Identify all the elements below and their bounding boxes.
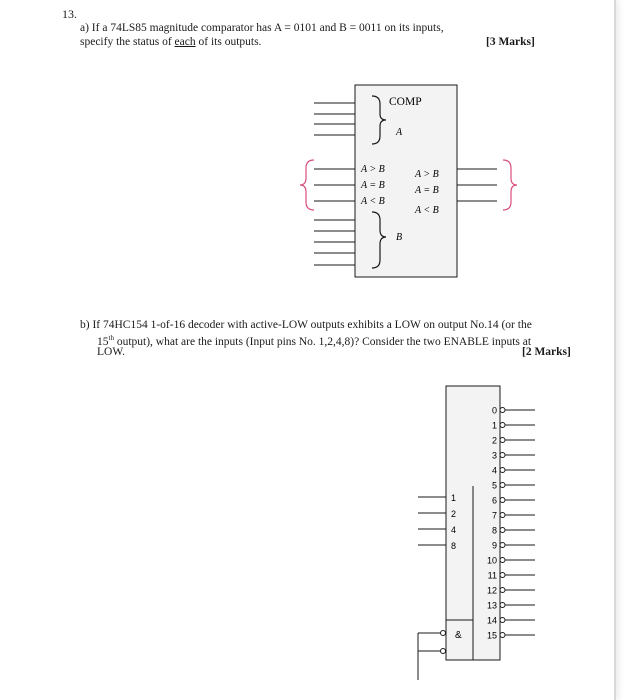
output-gt: A > B bbox=[415, 169, 439, 180]
decoder-input-label: 2 bbox=[451, 509, 457, 519]
decoder-output-label: 9 bbox=[491, 540, 497, 551]
decoder-output-label: 7 bbox=[491, 510, 497, 521]
active-low-bubble bbox=[500, 543, 505, 548]
part-a-line-2: specify the status of each of its outputs. bbox=[80, 36, 262, 48]
output-lines bbox=[457, 169, 497, 201]
active-low-bubble bbox=[500, 483, 505, 488]
enable-symbol: & bbox=[455, 630, 462, 641]
cascade-input-lines bbox=[314, 169, 355, 201]
right-bracket bbox=[503, 160, 517, 210]
left-bracket bbox=[300, 160, 314, 210]
decoder-output-label: 1 bbox=[491, 420, 497, 431]
decoder-input-label: 1 bbox=[451, 493, 457, 503]
decoder-output-label: 5 bbox=[491, 480, 497, 491]
active-low-bubble bbox=[500, 498, 505, 503]
active-low-bubble bbox=[500, 453, 505, 458]
decoder-output-label: 15 bbox=[486, 630, 497, 641]
active-low-bubble bbox=[500, 528, 505, 533]
underlined-word: each bbox=[174, 36, 196, 48]
decoder-output-label: 8 bbox=[491, 525, 497, 536]
cascade-in-gt: A > B bbox=[361, 164, 385, 175]
comparator-diagram bbox=[0, 0, 624, 300]
decoder-output-pin bbox=[487, 616, 535, 626]
active-low-bubble bbox=[500, 573, 505, 578]
active-low-bubble bbox=[500, 438, 505, 443]
decoder-output-label: 6 bbox=[491, 495, 497, 506]
enable-lines bbox=[418, 631, 446, 681]
active-low-bubble bbox=[500, 558, 505, 563]
part-b-line-1: b) If 74HC154 1-of-16 decoder with active-LOW outputs exhibits a LOW on output No.14 (or the bbox=[80, 319, 532, 331]
active-low-bubble bbox=[500, 423, 505, 428]
input-a-label: A bbox=[396, 127, 403, 138]
decoder-output-label: 0 bbox=[491, 405, 497, 416]
active-low-bubble bbox=[500, 468, 505, 473]
decoder-diagram bbox=[0, 380, 624, 700]
input-a-lines bbox=[314, 103, 355, 135]
input-b-label: B bbox=[396, 232, 403, 243]
decoder-output-pin bbox=[487, 556, 535, 566]
decoder-output-pin bbox=[487, 601, 535, 611]
active-low-bubble bbox=[500, 618, 505, 623]
decoder-output-label: 4 bbox=[491, 465, 497, 476]
decoder-output-label: 13 bbox=[486, 600, 497, 611]
part-a-marks: [3 Marks] bbox=[486, 36, 535, 48]
part-b-marks: [2 Marks] bbox=[522, 346, 571, 358]
active-low-bubble bbox=[500, 633, 505, 638]
part-b-line-2: 15th output), what are the inputs (Input pins No. 1,2,4,8)? Consider the two ENABLE inputs at bbox=[97, 334, 532, 348]
decoder-output-label: 12 bbox=[486, 585, 497, 596]
comparator-title: COMP bbox=[389, 96, 422, 108]
part-a-line-1: a) If a 74LS85 magnitude comparator has A = 0101 and B = 0011 on its inputs, bbox=[80, 22, 444, 34]
decoder-output-label: 14 bbox=[486, 615, 497, 626]
output-eq: A = B bbox=[415, 185, 439, 196]
part-b-line-3: LOW. bbox=[97, 346, 126, 358]
decoder-output-pin bbox=[488, 571, 535, 581]
active-low-bubble bbox=[500, 408, 505, 413]
active-low-bubble bbox=[500, 588, 505, 593]
decoder-output-label: 11 bbox=[487, 570, 497, 581]
decoder-input-label: 8 bbox=[451, 541, 457, 551]
decoder-input-lines bbox=[418, 497, 446, 545]
active-low-bubble bbox=[500, 603, 505, 608]
question-number: 13. bbox=[62, 7, 77, 21]
decoder-input-label: 4 bbox=[451, 525, 457, 535]
decoder-output-pin bbox=[487, 631, 535, 641]
input-b-lines bbox=[314, 220, 355, 265]
output-lt: A < B bbox=[415, 205, 439, 216]
cascade-in-eq: A = B bbox=[361, 180, 385, 191]
cascade-in-lt: A < B bbox=[361, 196, 385, 207]
decoder-output-label: 10 bbox=[486, 555, 497, 566]
active-low-bubble bbox=[500, 513, 505, 518]
decoder-output-label: 3 bbox=[491, 450, 497, 461]
decoder-output-label: 2 bbox=[491, 435, 497, 446]
decoder-output-pin bbox=[487, 586, 535, 596]
